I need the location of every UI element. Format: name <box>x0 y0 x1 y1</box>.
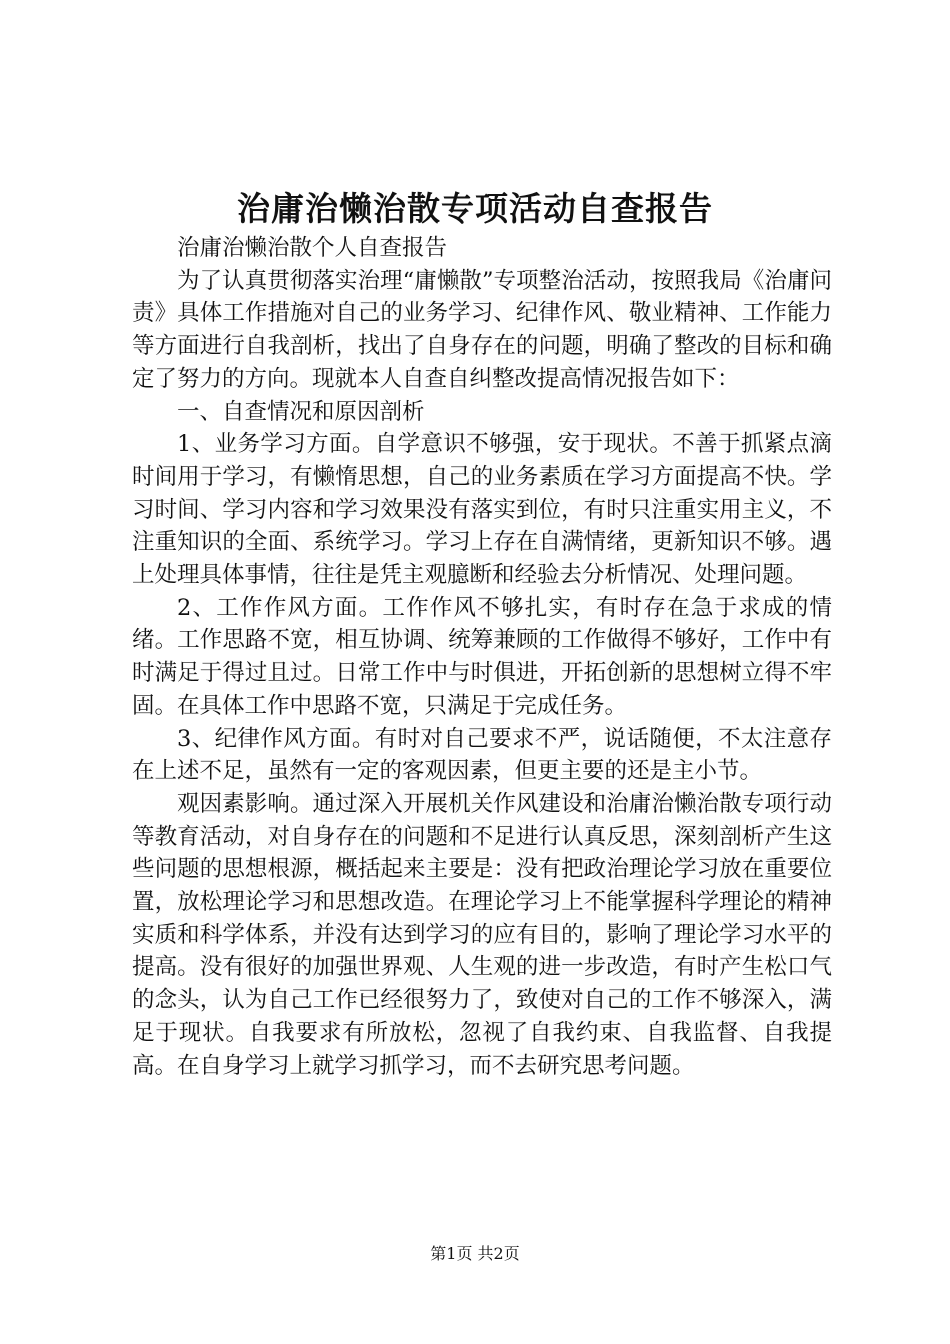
item-3-paragraph: 3、纪律作风方面。有时对自己要求不严，说话随便，不太注意存在上述不足，虽然有一定的客观因素，但更主要的还是主小节。 <box>132 725 832 785</box>
subtitle-paragraph: 治庸治懒治散个人自查报告 <box>177 235 448 261</box>
section-heading: 一、自查情况和原因剖析 <box>177 398 425 425</box>
document-title: 治庸治懒治散专项活动自查报告 <box>237 189 713 228</box>
page-footer: 第1页 共2页 <box>430 1244 520 1263</box>
document-body <box>132 232 832 1082</box>
item-2-paragraph: 2、工作作风方面。工作作风不够扎实，有时存在急于求成的情绪。工作思路不宽，相互协调、统筹兼顾的工作做得不够好，工作中有时满足于得过且过。日常工作中与时俱进，开拓创新的思想树立得不牢固。在具体工作中思路不宽，只满足于完成任务。 <box>132 594 832 719</box>
item-1-paragraph: 1、业务学习方面。自学意识不够强，安于现状。不善于抓紧点滴时间用于学习，有懒惰思想，自己的业务素质在学习方面提高不快。学习时间、学习内容和学习效果没有落实到位，有时只注重实用主义，不注重知识的全面、系统学习。学习上存在自满情绪，更新知识不够。遇上处理具体事情，往往是凭主观臆断和经验去分析情况、处理问题。 <box>132 431 832 589</box>
intro-paragraph: 为了认真贯彻落实治理“庸懒散”专项整治活动，按照我局《治庸问责》具体工作措施对自己的业务学习、纪律作风、敬业精神、工作能力等方面进行自我剖析，找出了自身存在的问题，明确了整改的目标和确定了努力的方向。现就本人自查自纠整改提高情况报告如下： <box>132 267 832 392</box>
analysis-paragraph: 观因素影响。通过深入开展机关作风建设和治庸治懒治散专项行动等教育活动，对自身存在的问题和不足进行认真反思，深刻剖析产生这些问题的思想根源，概括起来主要是：没有把政治理论学习放在重要位置，放松理论学习和思想改造。在理论学习上不能掌握科学理论的精神实质和科学体系，并没有达到学习的应有目的，影响了理论学习水平的提高。没有很好的加强世界观、人生观的进一步改造，有时产生松口气的念头，认为自己工作已经很努力了，致使对自己的工作不够深入，满足于现状。自我要求有所放松，忽视了自我约束、自我监督、自我提高。在自身学习上就学习抓学习，而不去研究思考问题。 <box>132 790 832 1079</box>
